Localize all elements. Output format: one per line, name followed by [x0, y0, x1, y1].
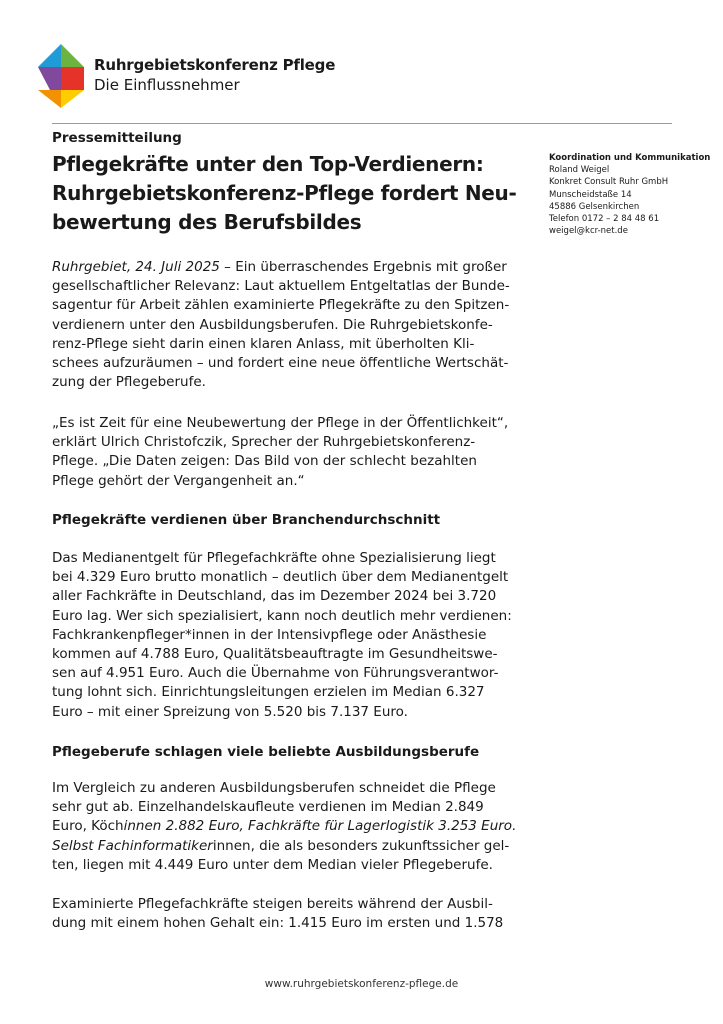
text-line: ten, liegen mit 4.449 Euro unter dem Median vieler Pflegeberufe.	[52, 856, 493, 873]
organization-tagline: Die Einflussnehmer	[94, 76, 240, 94]
section2-paragraph	[52, 779, 522, 875]
text-line: kommen auf 4.788 Euro, Qualitätsbeauftragte im Gesundheitswe-	[52, 646, 498, 663]
headline-line: Pflegekräfte unter den Top-Verdienern:	[52, 152, 484, 176]
organization-logo-icon	[38, 44, 84, 108]
text-line: Euro – mit einer Spreizung von 5.520 bis 7.137 Euro.	[52, 703, 408, 720]
text-line	[52, 258, 522, 277]
text-line: Pflege gehört der Vergangenheit an.“	[52, 472, 305, 489]
text-line	[52, 837, 522, 856]
text-line: „Es ist Zeit für eine Neubewertung der Pflege in der Öffentlichkeit“,	[52, 415, 509, 431]
contact-email-link[interactable]: weigel@kcr-net.de	[549, 226, 628, 237]
contact-company: Konkret Consult Ruhr GmbH	[549, 177, 669, 188]
quote-paragraph	[52, 414, 522, 491]
contact-phone: Telefon 0172 – 2 84 48 61	[549, 214, 660, 225]
text-line: tung lohnt sich. Einrichtungsleitungen erzielen im Median 6.327	[52, 684, 485, 701]
contact-title: Koordination und Kommunikation	[549, 153, 711, 163]
text-line: gesellschaftlicher Relevanz: Laut aktuellem Entgeltatlas der Bunde-	[52, 278, 510, 295]
contact-street: Munscheidstaße 14	[549, 189, 632, 200]
page-title	[52, 150, 522, 237]
text-line: schees aufzuräumen – und fordert eine neue öffentliche Wertschät-	[52, 355, 509, 372]
text-line: zung der Pflegeberufe.	[52, 374, 206, 391]
text-line: sen auf 4.951 Euro. Auch die Übernahme von Führungsverantwor-	[52, 665, 499, 682]
text-line: sehr gut ab. Einzelhandelskaufleute verdienen im Median 2.849	[52, 799, 484, 816]
dateline: Ruhrgebiet, 24. Juli 2025	[52, 259, 220, 275]
headline-line: bewertung des Berufsbildes	[52, 210, 362, 234]
text-line	[52, 817, 522, 836]
text-fragment: innen, die als besonders zukunftssicher gel-	[212, 837, 510, 854]
contact-block	[549, 152, 710, 237]
organization-name: Ruhrgebietskonferenz Pflege	[94, 56, 336, 74]
text-fragment-italic: innen 2.882 Euro, Fachkräfte für Lagerlogistik 3.253 Euro.	[123, 818, 517, 835]
header-divider	[52, 123, 672, 124]
text-line: bei 4.329 Euro brutto monatlich – deutlich über dem Medianentgelt	[52, 569, 509, 586]
contact-name: Roland Weigel	[549, 165, 610, 176]
brand-block	[94, 55, 335, 95]
text-line: Euro lag. Wer sich spezialisiert, kann noch deutlich mehr verdienen:	[52, 607, 512, 624]
section-heading: Pflegekräfte verdienen über Branchendurchschnitt	[52, 512, 441, 528]
text-line: Das Medianentgelt für Pflegefachkräfte ohne Spezialisierung liegt	[52, 550, 496, 566]
text-line: Pflege. „Die Daten zeigen: Das Bild von der schlecht bezahlten	[52, 453, 477, 470]
text-line: renz-Pflege sieht darin einen klaren Anlass, mit überholten Kli-	[52, 335, 475, 352]
document-type-label: Pressemitteilung	[52, 130, 182, 146]
text-line: aller Fachkräfte in Deutschland, das im Dezember 2024 bei 3.720	[52, 588, 497, 605]
text-line: Fachkrankenpfleger*innen in der Intensivpflege oder Anästhesie	[52, 626, 487, 643]
text-line: dung mit einem hohen Gehalt ein: 1.415 Euro im ersten und 1.578	[52, 915, 504, 932]
section-heading: Pflegeberufe schlagen viele beliebte Ausbildungsberufe	[52, 744, 480, 760]
intro-paragraph	[52, 258, 522, 392]
text-fragment-italic: Selbst Fachinformatiker	[52, 837, 213, 854]
text-fragment: – Ein überraschendes Ergebnis mit großer	[219, 259, 507, 275]
text-line: erklärt Ulrich Christofczik, Sprecher der Ruhrgebietskonferenz-	[52, 434, 476, 451]
text-line: sagentur für Arbeit zählen examinierte Pflegekräfte zu den Spitzen-	[52, 297, 510, 314]
text-line: verdienern unter den Ausbildungsberufen. Die Ruhrgebietskonfe-	[52, 316, 493, 333]
text-fragment: Euro, Köch	[52, 818, 124, 835]
footer-website-link[interactable]: www.ruhrgebietskonferenz-pflege.de	[264, 978, 459, 990]
text-line: Examinierte Pflegefachkräfte steigen bereits während der Ausbil-	[52, 896, 493, 912]
headline-line: Ruhrgebietskonferenz-Pflege fordert Neu-	[52, 181, 517, 205]
section1-paragraph	[52, 549, 522, 722]
contact-city: 45886 Gelsenkirchen	[549, 201, 640, 212]
section2-paragraph-2	[52, 895, 522, 933]
text-line: Im Vergleich zu anderen Ausbildungsberufen schneidet die Pflege	[52, 780, 496, 796]
